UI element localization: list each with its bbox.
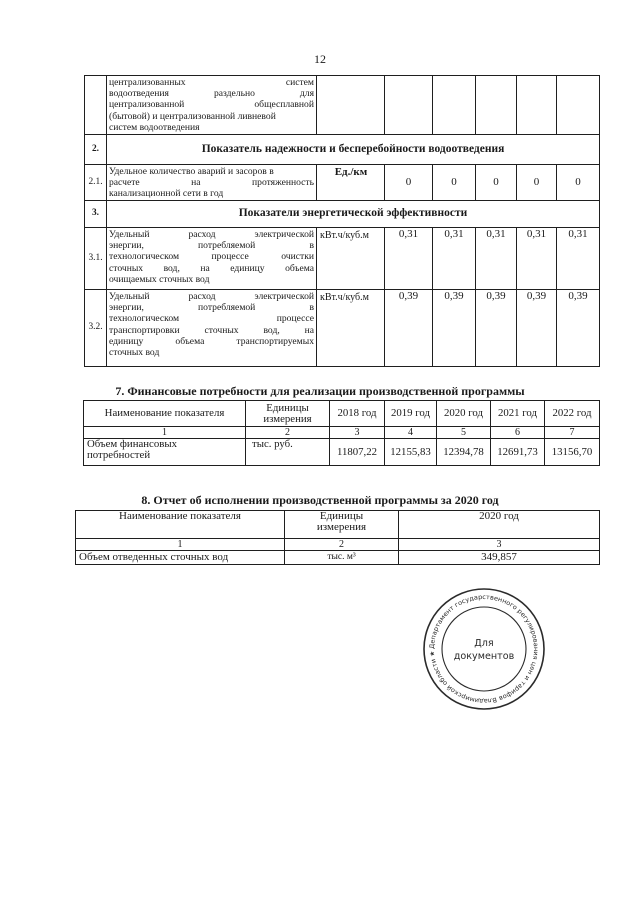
index-row xyxy=(76,539,600,551)
stamp-center-line-1: Для xyxy=(474,638,494,649)
page-number: 12 xyxy=(314,52,326,66)
unit-cell xyxy=(317,76,385,135)
text-line: энергии, потребляемой в xyxy=(109,240,314,252)
value-cell: 0 xyxy=(476,165,517,201)
column-header: 2019 год xyxy=(385,401,437,427)
column-header: 2022 год xyxy=(545,401,600,427)
column-index: 3 xyxy=(399,539,600,551)
text-line: энергии, потребляемой в xyxy=(109,302,314,314)
value-cell: 0,39 xyxy=(385,290,433,367)
header-row xyxy=(76,511,600,539)
text-line: расчете на протяженность xyxy=(109,177,314,189)
text-line: (бытовой) и централизованной ливневой xyxy=(109,110,276,122)
section-title: Показатель надежности и бесперебойности водоотведения xyxy=(107,135,600,165)
column-index: 2 xyxy=(246,427,330,439)
value-cell xyxy=(476,76,517,135)
indicator-name: Объем отведенных сточных вод xyxy=(76,551,285,565)
unit-cell: кВт.ч/куб.м xyxy=(317,290,385,367)
value-cell: 0,31 xyxy=(433,228,476,290)
column-header: 2021 год xyxy=(491,401,545,427)
table-row xyxy=(85,290,600,367)
text-line: технологическом процессе xyxy=(109,313,314,325)
text-line: централизованной общесплавной xyxy=(109,99,314,111)
value-cell: 0,31 xyxy=(385,228,433,290)
unit-cell: Ед./км xyxy=(317,165,385,201)
column-index: 2 xyxy=(285,539,399,551)
column-header: 2020 год xyxy=(399,511,600,539)
column-header: 2020 год xyxy=(437,401,491,427)
value-cell: 0,39 xyxy=(433,290,476,367)
unit-cell: тыс. м³ xyxy=(285,551,399,565)
value-cell: 12155,83 xyxy=(385,439,437,466)
column-index: 3 xyxy=(330,427,385,439)
text-line: очищаемых сточных вод xyxy=(109,273,210,285)
value-cell: 349,857 xyxy=(399,551,600,565)
value-cell xyxy=(557,76,600,135)
value-cell: 13156,70 xyxy=(545,439,600,466)
table-row xyxy=(85,165,600,201)
row-number: 3.2. xyxy=(85,290,107,367)
text-line: Удельный расход электрической xyxy=(109,291,314,302)
index-row xyxy=(84,427,600,439)
section-8-title: 8. Отчет об исполнении производственной программы за 2020 год xyxy=(141,493,499,507)
value-cell: 0 xyxy=(433,165,476,201)
stamp-ring-text xyxy=(429,594,539,704)
indicator-name-cell xyxy=(107,290,317,367)
section-number: 2. xyxy=(85,135,107,165)
header-row xyxy=(84,401,600,427)
stamp-inner-ring xyxy=(442,607,526,691)
table-row xyxy=(85,228,600,290)
column-index: 4 xyxy=(385,427,437,439)
column-header: Наименование показателя xyxy=(76,511,285,539)
unit-cell: тыс. руб. xyxy=(246,439,330,466)
table-row xyxy=(84,439,600,466)
value-cell xyxy=(385,76,433,135)
value-cell: 12394,78 xyxy=(437,439,491,466)
section-title: Показатели энергетической эффективности xyxy=(107,201,600,228)
column-index: 6 xyxy=(491,427,545,439)
column-index: 7 xyxy=(545,427,600,439)
text-line: единицу объема транспортируемых xyxy=(109,335,314,347)
row-number-cell xyxy=(85,76,107,135)
column-header: Единицы измерения xyxy=(246,401,330,427)
program-report-table xyxy=(75,510,600,565)
stamp-ring-textpath: Департамент государственного регулирования цен и тарифов Владимирской области ★ xyxy=(428,593,540,705)
table-row xyxy=(85,76,600,135)
column-header: Единицы измерения xyxy=(285,511,399,539)
text-line: канализационной сети в год xyxy=(109,188,224,200)
value-cell: 0,31 xyxy=(476,228,517,290)
section-row xyxy=(85,135,600,165)
value-cell: 11807,22 xyxy=(330,439,385,466)
section-row xyxy=(85,201,600,228)
text-line: водоотведения раздельно для xyxy=(109,88,314,100)
value-cell: 0,31 xyxy=(557,228,600,290)
column-index: 5 xyxy=(437,427,491,439)
value-cell: 0 xyxy=(557,165,600,201)
text-line: централизованных систем xyxy=(109,77,314,88)
value-cell: 0,39 xyxy=(557,290,600,367)
section-number: 3. xyxy=(85,201,107,228)
financial-needs-table xyxy=(83,400,600,466)
column-index: 1 xyxy=(76,539,285,551)
value-cell: 12691,73 xyxy=(491,439,545,466)
row-number: 3.1. xyxy=(85,228,107,290)
section-7-title: 7. Финансовые потребности для реализации производственной программы xyxy=(115,384,525,398)
value-cell: 0 xyxy=(385,165,433,201)
text-line: Удельный расход электрической xyxy=(109,229,314,240)
indicator-name-cell xyxy=(107,165,317,201)
unit-cell: кВт.ч/куб.м xyxy=(317,228,385,290)
column-index: 1 xyxy=(84,427,246,439)
text-line: транспортировки сточных вод, на xyxy=(109,324,314,336)
indicator-name-cell xyxy=(107,76,317,135)
table-row xyxy=(76,551,600,565)
row-number: 2.1. xyxy=(85,165,107,201)
indicator-name-cell xyxy=(107,228,317,290)
text-line: систем водоотведения xyxy=(109,121,200,133)
column-header: Наименование показателя xyxy=(84,401,246,427)
value-cell: 0 xyxy=(517,165,557,201)
text-line: сточных вод xyxy=(109,347,160,359)
text-line: Удельное количество аварий и засоров в xyxy=(109,166,274,177)
value-cell: 0,31 xyxy=(517,228,557,290)
text-line: технологическом процессе очистки xyxy=(109,251,314,263)
value-cell: 0,39 xyxy=(476,290,517,367)
official-stamp xyxy=(421,586,547,712)
indicator-name: Объем финансовых потребностей xyxy=(84,439,246,466)
value-cell: 0,39 xyxy=(517,290,557,367)
text-line: сточных вод, на единицу объема xyxy=(109,262,314,274)
value-cell xyxy=(433,76,476,135)
value-cell xyxy=(517,76,557,135)
column-header: 2018 год xyxy=(330,401,385,427)
stamp-center-line-2: документов xyxy=(453,651,515,662)
indicators-table xyxy=(84,75,600,367)
